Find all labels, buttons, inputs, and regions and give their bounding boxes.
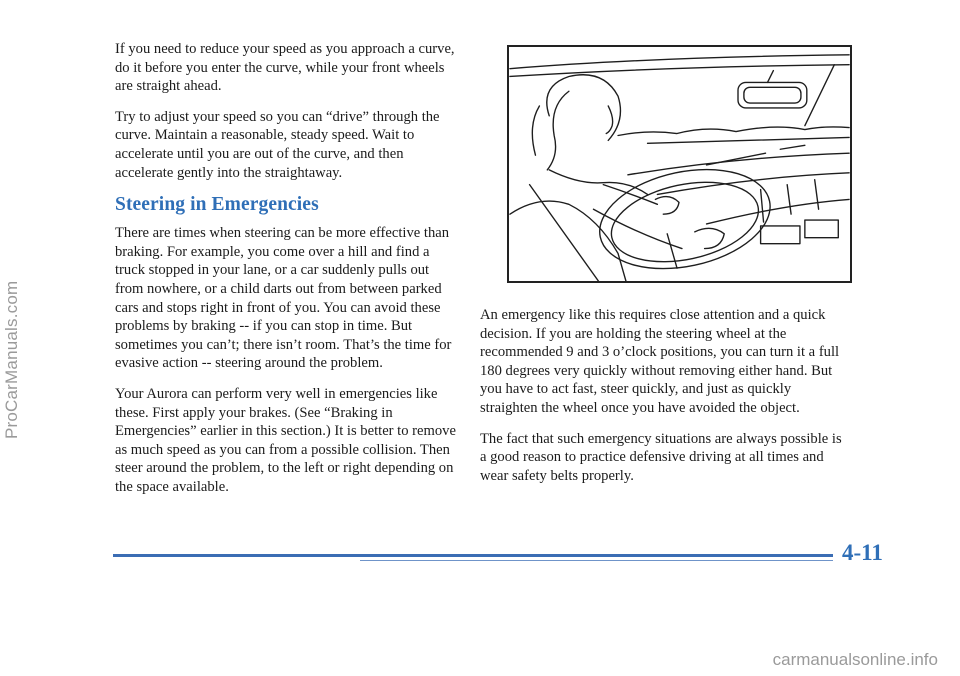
quick-decision-paragraph: An emergency like this requires close attention and a quick decision. If you are holding the steering wheel at the recommended 9 and 3 o’clock positions, you can turn it a full 180 degrees very quickly without removing either hand. But you have to act fast, steer quickly, and just as quickly straighten the wheel once you have avoided the object.: [480, 307, 840, 416]
section-heading: Steering in Emergencies: [115, 194, 319, 216]
right-column: [480, 306, 850, 497]
drive-through-curve-paragraph: Try to adjust your speed so you can “drive” through the curve. Maintain a reasonable, steady speed. Wait to accelerate until you are out of the curve, and then accelerate gently into the straightaway.: [115, 108, 440, 181]
bottom-watermark: carmanualsonline.info: [772, 650, 938, 669]
steering-vs-braking-paragraph: There are times when steering can be more effective than braking. For example, you come over a hill and find a truck stopped in your lane, or a car suddenly pulls out from nowhere, or a child darts out from between parked cars and stops right in front of you. You can avoid these problems by braking -- if you can stop in time. But sometimes you can’t; there isn’t room. That’s the time for evasive action -- steering around the problem.: [115, 225, 452, 372]
left-column: [115, 40, 460, 508]
side-watermark: ProCarManuals.com: [2, 280, 21, 440]
footer-rule-thin: [360, 560, 833, 561]
curve-speed-paragraph: If you need to reduce your speed as you approach a curve, do it before you enter the curve, while your front wheels are straight ahead.: [115, 41, 455, 95]
defensive-driving-paragraph: The fact that such emergency situations are always possible is a good reason to practice defensive driving at all times and wear safety belts properly.: [480, 430, 842, 484]
aurora-emergency-paragraph: Your Aurora can perform very well in emergencies like these. First apply your brakes. (See “Braking in Emergencies” earlier in this section.) It is better to remove as much speed as you can from a possible collision. Then steer around the problem, to the left or right depending on the space available.: [115, 385, 456, 495]
page-number: 4-11: [842, 540, 883, 565]
footer-rule: [113, 554, 833, 557]
driver-steering-illustration: [507, 45, 852, 283]
